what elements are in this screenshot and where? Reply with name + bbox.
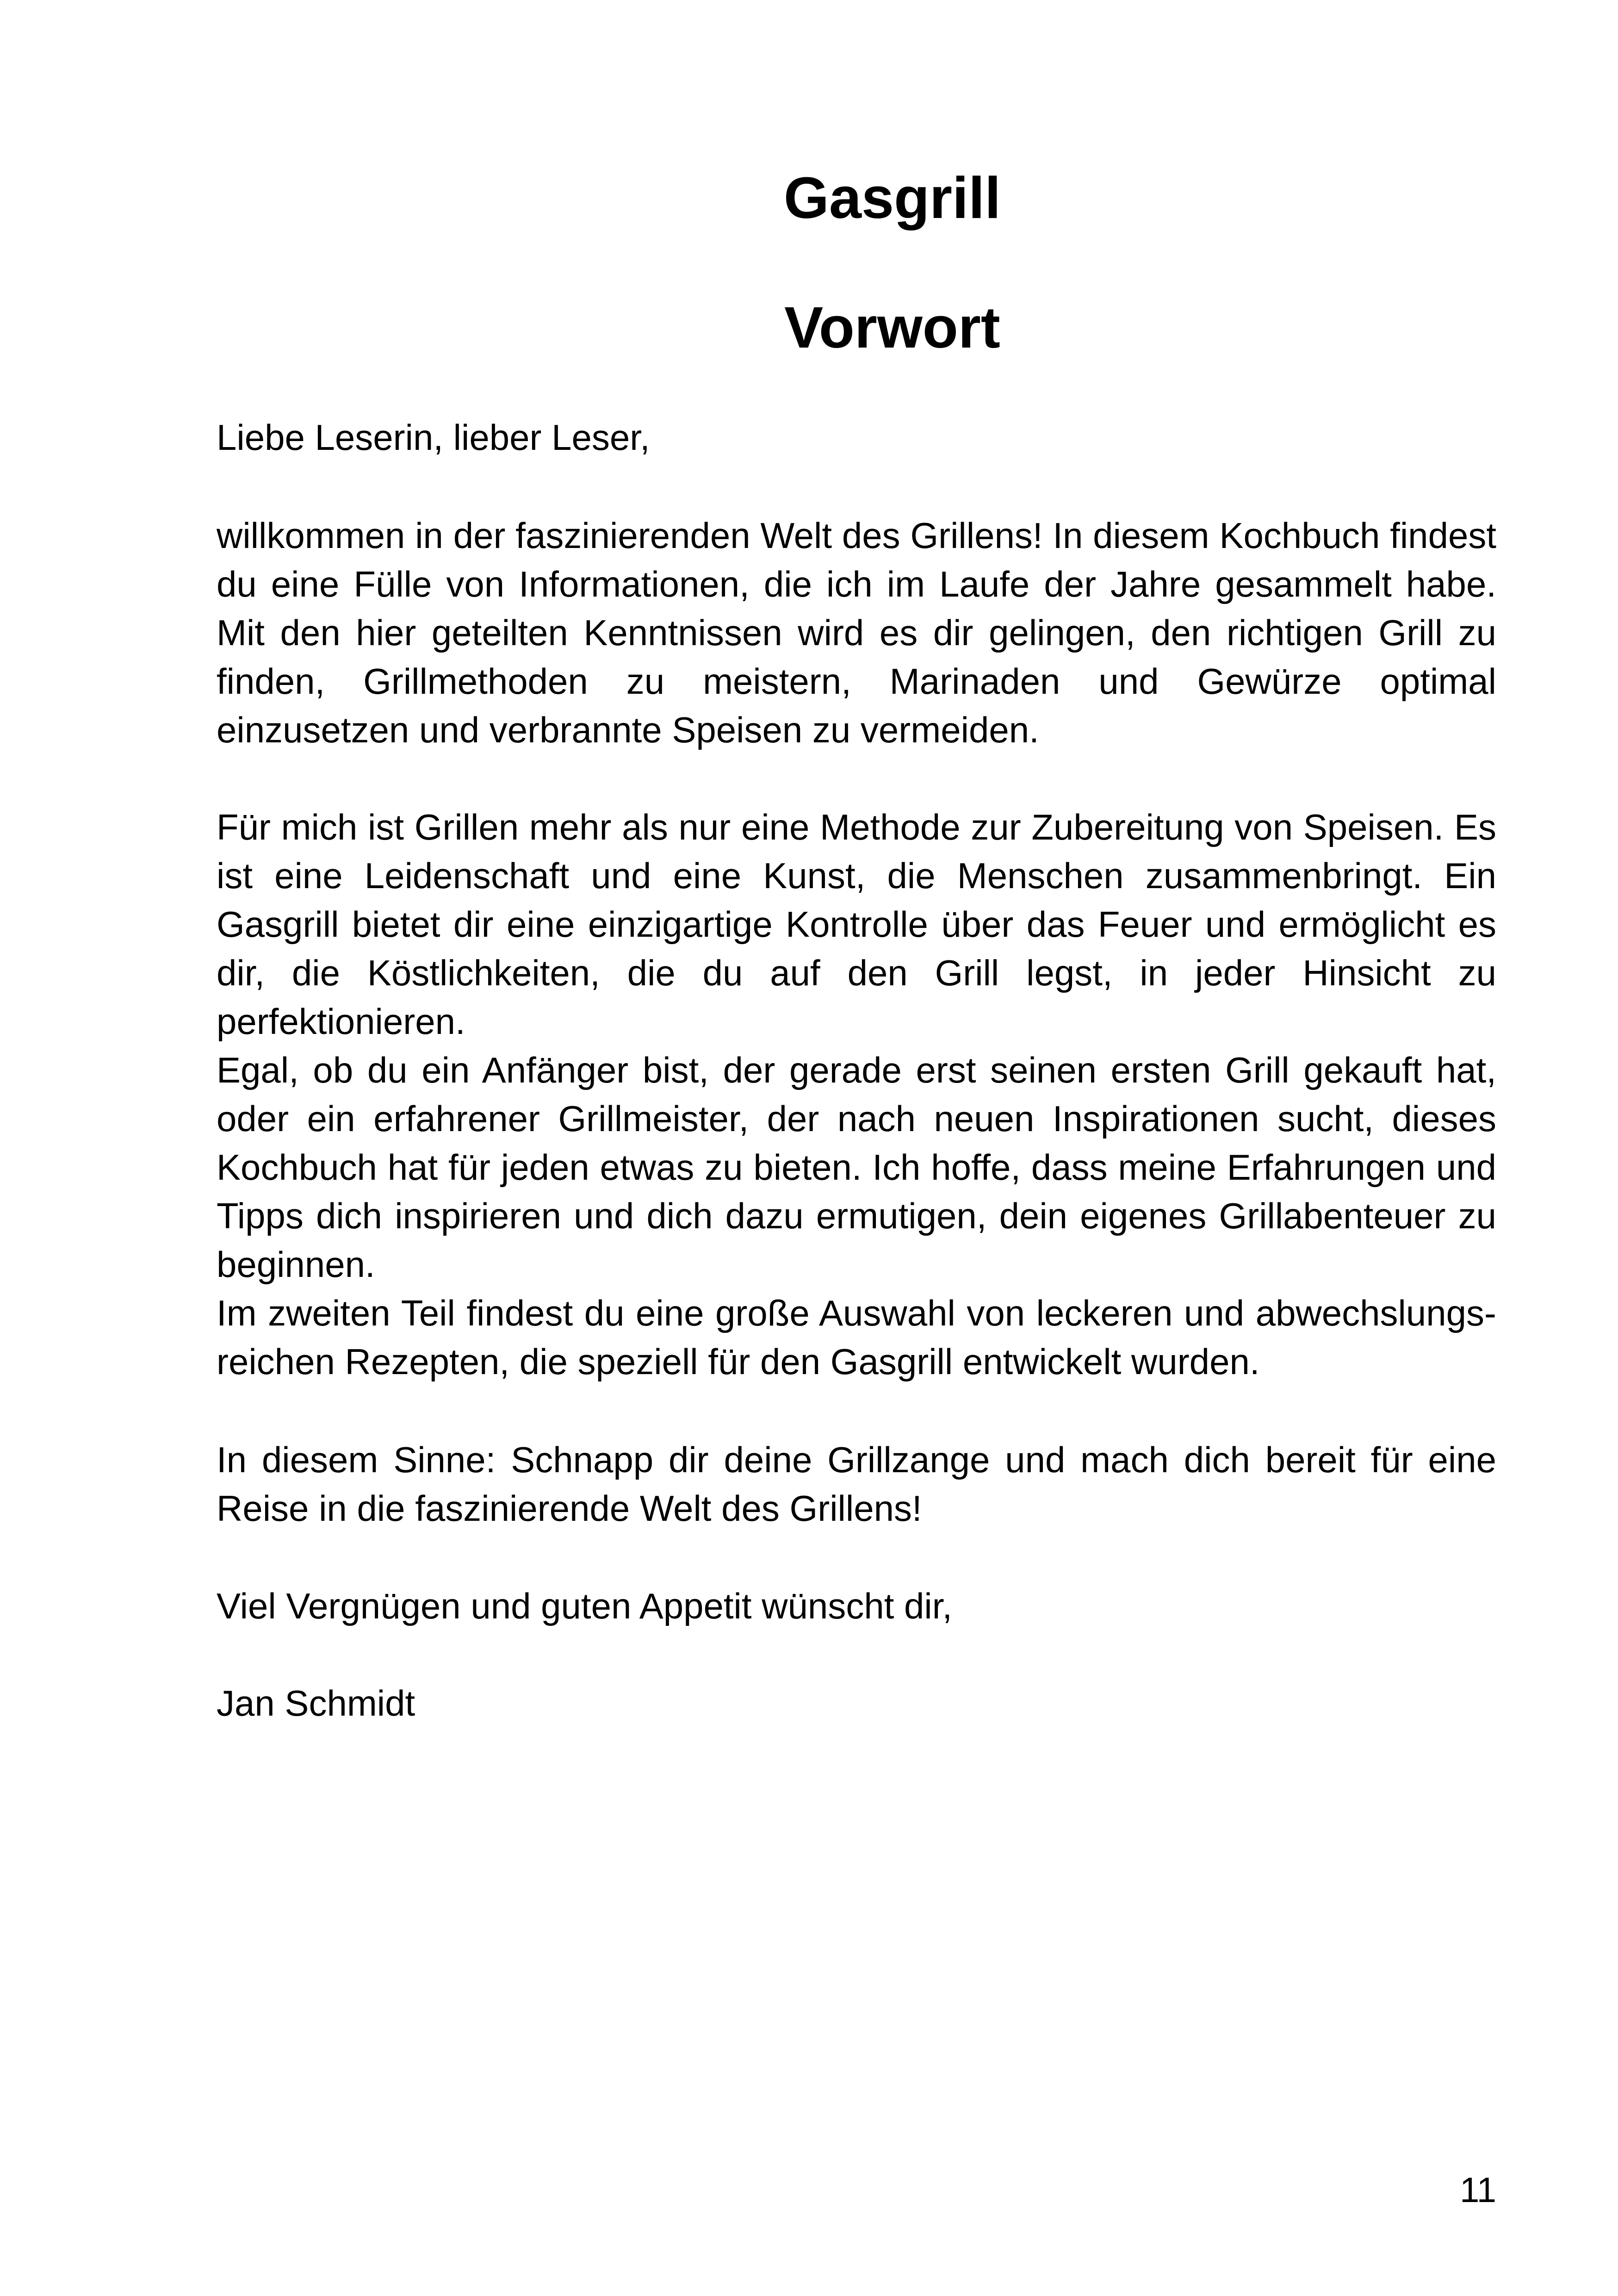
paragraph-recipes: Im zweiten Teil findest du eine große Auswahl von leckeren und abwechslungsreichen Rezepten, die speziell für den Gasgrill entwickelt wurden. [217, 1293, 1496, 1382]
author-signature: Jan Schmidt [217, 1683, 415, 1724]
salutation: Liebe Leserin, lieber Leser, [217, 417, 650, 458]
paragraph-invitation: In diesem Sinne: Schnapp dir deine Grillzange und mach dich bereit für eine Reise in die faszinierende Welt des Grillens! [217, 1439, 1496, 1529]
section-heading: Vorwort [784, 295, 1000, 360]
page-number: 11 [1460, 2171, 1496, 2210]
paragraph-welcome: willkommen in der faszinierenden Welt des Grillens! In diesem Kochbuch findest du eine Fülle von Informationen, die ich im Laufe der Jahre gesammelt habe. Mit den hier geteilten Kenntnissen wird es dir gelingen, den richtigen Grill zu finden, Grillmethoden zu meistern, Marinaden und Gewürze optimal einzusetzen und verbrannte Speisen zu vermeiden. [217, 515, 1496, 750]
closing-line: Viel Vergnügen und guten Appetit wünscht dir, [217, 1586, 953, 1626]
page-title: Gasgrill [783, 165, 1001, 230]
paragraph-audience: Egal, ob du ein Anfänger bist, der gerade erst seinen ersten Grill gekauft hat, oder ein erfahrener Grillmeister, der nach neuen Inspirationen sucht, dieses Kochbuch hat für jeden etwas zu bieten. Ich hoffe, dass meine Erfahrungen und Tipps dich inspirieren und dich dazu ermutigen, dein eigenes Grillabenteuer zu beginnen. [217, 1050, 1496, 1285]
paragraph-passion: Für mich ist Grillen mehr als nur eine Methode zur Zubereitung von Speisen. Es ist eine Leidenschaft und eine Kunst, die Menschen zusammenbringt. Ein Gasgrill bietet dir eine einzigartige Kontrolle über das Feuer und ermöglicht es dir, die Köstlichkeiten, die du auf den Grill legst, in jeder Hinsicht zu perfektionieren. [217, 807, 1496, 1042]
